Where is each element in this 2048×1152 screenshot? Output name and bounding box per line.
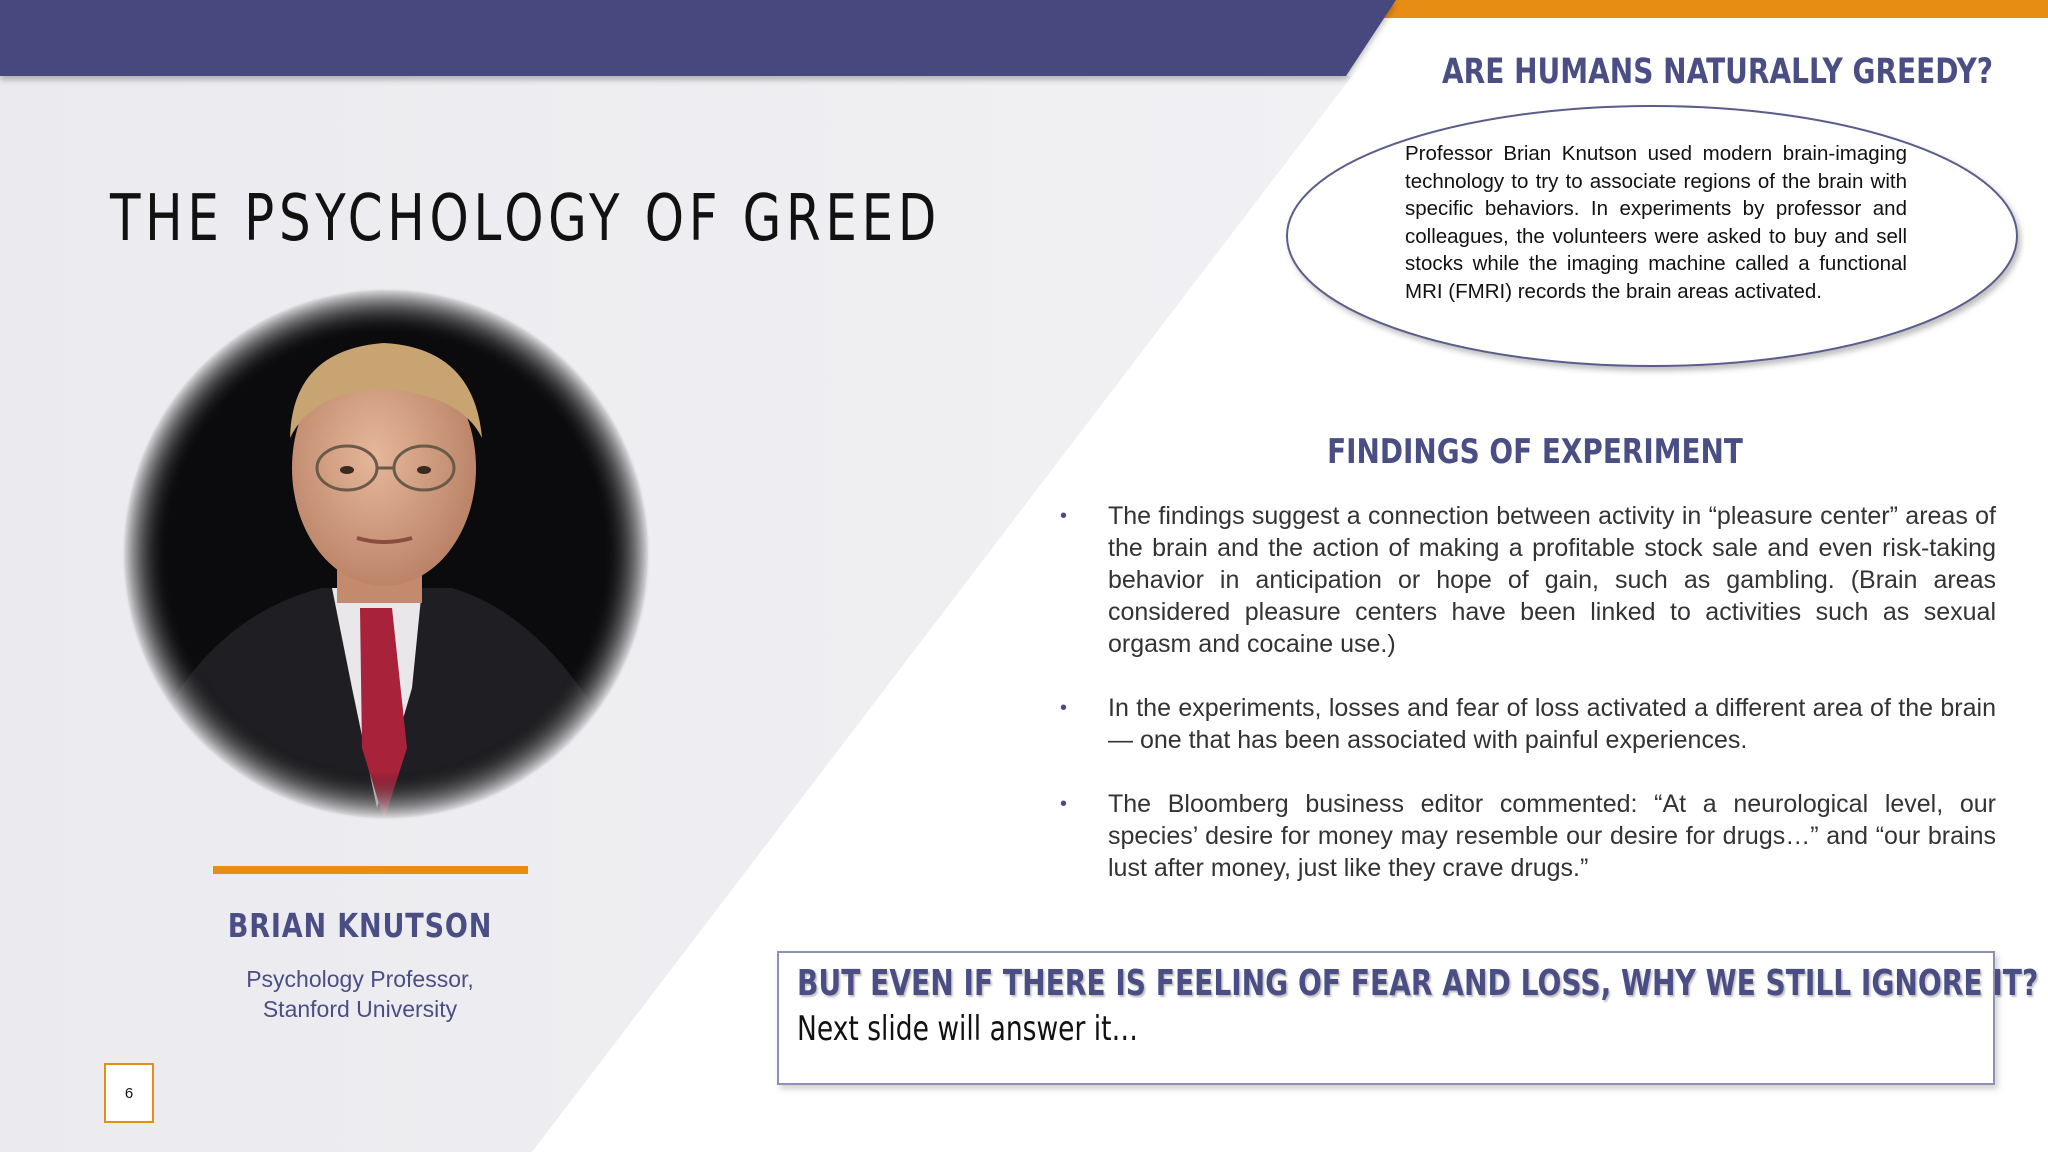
findings-heading: FINDINGS OF EXPERIMENT [1327, 432, 1743, 472]
bullet-icon: • [1060, 697, 1068, 719]
bullet-icon: • [1060, 505, 1068, 527]
person-role [165, 964, 555, 1024]
navy-header-bar [0, 0, 1396, 76]
orange-header-bar [1378, 0, 2048, 18]
name-divider [213, 866, 528, 874]
callout-heading: BUT EVEN IF THERE IS FEELING OF FEAR AND LOSS, WHY WE STILL IGNORE IT? [797, 963, 2039, 1004]
callout-subtext: Next slide will answer it… [797, 1009, 1139, 1049]
finding-text: The Bloomberg business editor commented: “At a neurological level, our species’ desire for money may resemble our desire for drugs…” and “our brains lust after money, just like they crave drugs.” [1108, 790, 1996, 882]
finding-text: The findings suggest a connection between activity in “pleasure center” areas of the brain and the action of making a profitable stock sale and even risk-taking behavior in anticipation or hope of gain, such as gambling. (Brain areas considered pleasure centers have been linked to activities such as sexual orgasm and cocaine use.) [1108, 502, 1996, 658]
findings-list [1060, 500, 1996, 916]
list-item [1060, 692, 1996, 756]
list-item [1060, 788, 1996, 884]
question-heading: ARE HUMANS NATURALLY GREEDY? [1442, 52, 1994, 92]
slide-title: THE PSYCHOLOGY OF GREED [110, 182, 941, 256]
question-body: Professor Brian Knutson used modern brain-imaging technology to try to associate regions of the brain with specific behaviors. In experiments by professor and colleagues, the volunteers were asked to buy and sell stocks while the imaging machine called a functional MRI (FMRI) records the brain areas activated. [1405, 142, 1907, 303]
page-number-text: 6 [124, 1084, 134, 1102]
person-name: BRIAN KNUTSON [227, 906, 493, 945]
person-role-line1: Psychology Professor, [246, 966, 474, 992]
callout-box [777, 951, 2039, 1085]
finding-text: In the experiments, losses and fear of loss activated a different area of the brain— one that has been associated with painful experiences. [1108, 694, 1996, 754]
list-item [1060, 500, 1996, 660]
bullet-icon: • [1060, 793, 1068, 815]
portrait-photo [122, 288, 650, 820]
page-number [104, 1063, 154, 1123]
person-role-line2: Stanford University [262, 996, 458, 1022]
